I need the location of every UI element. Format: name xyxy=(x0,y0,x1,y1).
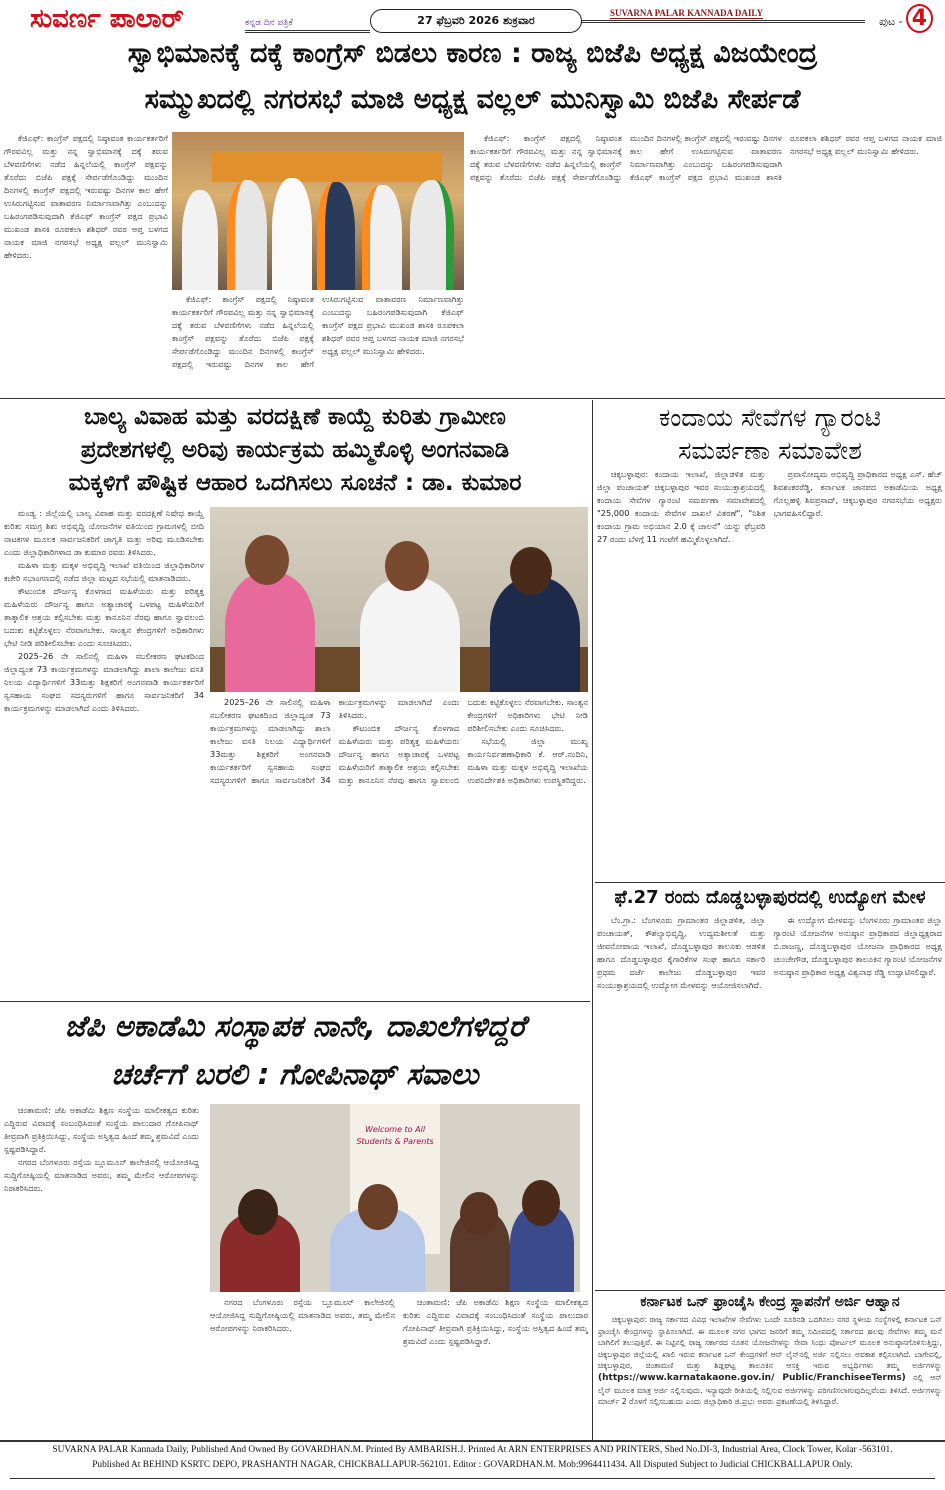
headline: ಬಾಲ್ಯ ವಿವಾಹ ಮತ್ತು ವರದಕ್ಷಿಣೆ ಕಾಯ್ದೆ ಕುರಿತು ಗ್ರಾಮೀಣ xyxy=(84,404,506,430)
page-label: ಪುಟ - xyxy=(879,15,903,28)
paragraph: ಚಿಂತಾಮಣಿ: ಜೆಪಿ ಅಕಾಡೆಮಿ ಶಿಕ್ಷಣ ಸಂಸ್ಥೆಯ ಮಾಲೀಕತ್ವದ ಕುರಿತು ಎದ್ದಿರುವ ವಿವಾದಕ್ಕೆ ಸಂಬಂಧಿಸಿದಂತೆ ಸಂಸ್ಥೆಯ ಪಾಲುದಾರ ಗೋಪಿನಾಥ್ ತೀವ್ರವಾಗಿ ಪ್ರತಿಕ್ರಿಯಿಸಿದ್ದು, ಸಂಸ್ಥೆಯ ಅಸ್ತಿತ್ವದ ಹಿಂದೆ ತಮ್ಮ ಶ್ರಮವಿದೆ ಎಂದು ಸ್ಪಷ್ಟಪಡಿಸಿದ್ದಾರೆ. xyxy=(403,1297,588,1346)
footer-rule xyxy=(10,1478,935,1479)
headline: ಸಮರ್ಪಣಾ ಸಮಾವೇಶ xyxy=(678,436,862,465)
paragraph: ಮಂಡ್ಯ : ಜಿಲ್ಲೆಯಲ್ಲಿ ಬಾಲ್ಯ ವಿವಾಹ ಮತ್ತು ವರದಕ್ಷಿಣೆ ನಿಷೇಧ ಕಾಯ್ದೆ ಕುರಿತು ಸಮಗ್ರ ಶಿಶು ಅಭಿವೃದ್ಧಿ ಯೋಜನೆಗಳ ವತಿಯಿಂದ ಗ್ರಾಮಗಳಲ್ಲಿ ಬೀದಿ ನಾಟಕಗಳ ಮೂಲಕ ಸಾರ್ವಜನಿಕರಿಗೆ ಜಾಗೃತಿ ಮತ್ತು ಅರಿವು ಮೂಡಿಸಬೇಕು ಎಂದು ಜಿಲ್ಲಾಧಿಕಾರಿಗಳಾದ ಡಾ ಕುಮಾರ ರವರು ತಿಳಿಸಿದರು. xyxy=(4,508,204,557)
headline: ಚರ್ಚೆಗೆ ಬರಲಿ : ಗೋಪಿನಾಥ್ ಸವಾಲು xyxy=(111,1057,479,1091)
bjp-induction-photo xyxy=(172,132,464,290)
headline: ಸ್ವಾಭಿಮಾನಕ್ಕೆ ದಕ್ಕೆ ಕಾಂಗ್ರೆಸ್ ಬಿಡಲು ಕಾರಣ : ರಾಜ್ಯ ಬಿಜೆಪಿ ಅಧ್ಯಕ್ಷ ವಿಜಯೇಂದ್ರ xyxy=(127,38,818,69)
article-body xyxy=(597,914,942,1286)
article-body xyxy=(4,1104,199,1438)
paragraph: ಕೆಜಿಎಫ್: ಕಾಂಗ್ರೆಸ್ ಪಕ್ಷದಲ್ಲಿ ನಿಷ್ಠಾವಂತ ಕಾರ್ಯಕರ್ತರಿಗೆ ಗೌರವವಿಲ್ಲ ಮತ್ತು ನನ್ನ ಸ್ವಾಭಿಮಾನಕ್ಕೆ ದಕ್ಕೆ ತರುವ ಬೆಳವಣಿಗೆಗಳು ನಡೆದ ಹಿನ್ನಲೆಯಲ್ಲಿ ಕಾಂಗ್ರೆಸ್ ಪಕ್ಷವನ್ನು ತೊರೆದು ಬಿಜೆಪಿ ಪಕ್ಷಕ್ಕೆ ಸೇರ್ಪಡೆಗೊಂಡಿದ್ದು ಮುಂದಿನ ದಿನಗಳಲ್ಲಿ ಕಾಂಗ್ರೆಸ್ ಪಕ್ಷದಲ್ಲಿ ಇರುವಷ್ಟು ದಿನಗಳ ಕಾಲ ಹೇಗೆ ಉಸಿರುಗಟ್ಟಿಸುವ ವಾತಾವರಣ ನಿರ್ಮಾಣವಾಗಿತ್ತು ಎಂಬುದನ್ನು ಬಹಿರಂಗಪಡಿಸುವುದಾಗಿ ಕೆಜಿಎಫ್ ಕಾಂಗ್ರೆಸ್ ಪಕ್ಷದ ಪ್ರಭಾವಿ ಮುಖಂಡ ಶಾಸಕಿ ರೂಪಕಲಾ ಶಶಿಧರ್ ರವರ ಆಪ್ತ ಬಳಗದ ನಾಯಕ ಮಾಜಿ ನಗರಸಭೆ ಅಧ್ಯಕ್ಷ ವಲ್ಲಲ್ ಮುನಿಸ್ವಾಮಿ ಹೇಳಿದರು. xyxy=(470,133,942,182)
article-body xyxy=(4,507,204,997)
paragraph: ಚಿಂತಾಮಣಿ: ಜೆಪಿ ಅಕಾಡೆಮಿ ಶಿಕ್ಷಣ ಸಂಸ್ಥೆಯ ಮಾಲೀಕತ್ವದ ಕುರಿತು ಎದ್ದಿರುವ ವಿವಾದಕ್ಕೆ ಸಂಬಂಧಿಸಿದಂತೆ ಸಂಸ್ಥೆಯ ಪಾಲುದಾರ ಗೋಪಿನಾಥ್ ತೀವ್ರವಾಗಿ ಪ್ರತಿಕ್ರಿಯಿಸಿದ್ದು, ಸಂಸ್ಥೆಯ ಅಸ್ತಿತ್ವದ ಹಿಂದೆ ತಮ್ಮ ಶ್ರಮವಿದೆ ಎಂದು ಸ್ಪಷ್ಟಪಡಿಸಿದ್ದಾರೆ. xyxy=(4,1105,199,1154)
paragraph: ಸಭೆಯಲ್ಲಿ ಜಿಲ್ಲಾ ಮುಖ್ಯ ಕಾರ್ಯನಿರ್ವಹಣಾಧಿಕಾರಿ ಕೆ. ಆರ್.ನಂದಿನಿ, ಮಹಿಳಾ ಮತ್ತು ಮಕ್ಕಳ ಅಭಿವೃದ್ಧಿ ಇಲಾಖೆಯ ಉಪನಿರ್ದೇಶಕಿ ಅಧಿಕಾರಿಗಳು ಉಪಸ್ಥಿತರಿದ್ದರು. xyxy=(467,736,588,785)
paragraph: ಮಹಿಳಾ ಮತ್ತು ಮಕ್ಕಳ ಅಭಿವೃದ್ಧಿ ಇಲಾಖೆ ವತಿಯಿಂದ ಜಿಲ್ಲಾಧಿಕಾರಿಗಳ ಕಚೇರಿ ಸಭಾಂಗಣದಲ್ಲಿ ನಡೆದ ಜಿಲ್ಲಾ ಮಟ್ಟದ ಸಭೆಯಲ್ಲಿ ಮಾತನಾಡಿದರು. xyxy=(4,560,204,583)
paragraph: ನಲ್ಲಿ ಆನ್ ಲೈನ್ ಮೂಲಕ ಮಾತ್ರ ಅರ್ಜಿ ಸಲ್ಲಿಸುವುದು. ಇನ್ಯಾವುದೇ ರೀತಿಯಲ್ಲಿ ಸಲ್ಲಿಸುವ ಅರ್ಜಿಗಳನ್ನು ಪರಿಗಣಿಸಲಾಗುವುದಿಲ್ಲವೆಂದು ತಿಳಿಸಿದೆ. ಅರ್ಜಿಗಳನ್ನು ಮಾರ್ಚ್ 2 ರೊಳಗೆ ಸಲ್ಲಿಸಬಹುದು ಎಂದು ಜಿಲ್ಲಾಧಿಕಾರಿ ಜಿ.ಪ್ರಭು ಅವರು ಪ್ರಕಟಣೆಯಲ್ಲಿ ತಿಳಿಸಿದ್ದಾರೆ. xyxy=(598,1372,942,1407)
article-body xyxy=(172,293,464,393)
article-body xyxy=(4,132,168,394)
headline: ಸಮ್ಮುಖದಲ್ಲಿ ನಗರಸಭೆ ಮಾಜಿ ಅಧ್ಯಕ್ಷ ವಲ್ಲಲ್ ಮುನಿಸ್ವಾಮಿ ಬಿಜೆಪಿ ಸೇರ್ಪಡೆ xyxy=(144,84,801,115)
headline: ಫೆ.27 ರಂದು ದೊಡ್ಡಬಳ್ಳಾಪುರದಲ್ಲಿ ಉದ್ಯೋಗ ಮೇಳ xyxy=(614,887,926,908)
article-body xyxy=(470,132,942,394)
masthead-rule xyxy=(580,20,865,23)
divider xyxy=(595,882,945,883)
paragraph: 2025–26 ನೇ ಸಾಲಿನಲ್ಲಿ ಮಹಿಳಾ ಸಬಲೀಕರಣ ಘಟಕದಿಂದ ಜಿಲ್ಲಾದ್ಯಂತ 73 ಕಾರ್ಯಕ್ರಮಗಳನ್ನು ಮಾಡಲಾಗಿದ್ದು ಶಾಲಾ ಕಾಲೇಜು ವಸತಿ ನಿಲಯ ವಿದ್ಯಾರ್ಥಿಗಳಿಗೆ 33ಮತ್ತು ಶಿಕ್ಷಕರಿಗೆ ಅಂಗನವಾಡಿ ಕಾರ್ಯಕರ್ತರಿಗೆ ಸ್ವಸಹಾಯ ಸಂಘದ ಸದಸ್ಯರುಗಳಿಗೆ ಹಾಗೂ ಸಾರ್ವಜನಿಕರಿಗೆ 34 ಕಾರ್ಯಕ್ರಮಗಳನ್ನು ಮಾಡಲಾಗಿದೆ ಎಂದು ತಿಳಿಸಿದರು. xyxy=(210,697,460,785)
footer-rule xyxy=(0,1440,945,1442)
tagline: ಕನ್ನಡ ದಿನ ಪತ್ರಿಕೆ xyxy=(245,18,293,28)
issue-date: 27 ಫೆಬ್ರವರಿ 2026 ಶುಕ್ರವಾರ xyxy=(370,9,582,33)
paragraph: ಕೆಜಿಎಫ್: ಕಾಂಗ್ರೆಸ್ ಪಕ್ಷದಲ್ಲಿ ನಿಷ್ಠಾವಂತ ಕಾರ್ಯಕರ್ತರಿಗೆ ಗೌರವವಿಲ್ಲ ಮತ್ತು ನನ್ನ ಸ್ವಾಭಿಮಾನಕ್ಕೆ ದಕ್ಕೆ ತರುವ ಬೆಳವಣಿಗೆಗಳು ನಡೆದ ಹಿನ್ನಲೆಯಲ್ಲಿ ಕಾಂಗ್ರೆಸ್ ಪಕ್ಷವನ್ನು ತೊರೆದು ಬಿಜೆಪಿ ಪಕ್ಷಕ್ಕೆ ಸೇರ್ಪಡೆಗೊಂಡಿದ್ದು ಮುಂದಿನ ದಿನಗಳಲ್ಲಿ ಕಾಂಗ್ರೆಸ್ ಪಕ್ಷದಲ್ಲಿ ಇರುವಷ್ಟು ದಿನಗಳ ಕಾಲ ಹೇಗೆ ಉಸಿರುಗಟ್ಟಿಸುವ ವಾತಾವರಣ ನಿರ್ಮಾಣವಾಗಿತ್ತು ಎಂಬುದನ್ನು ಬಹಿರಂಗಪಡಿಸುವುದಾಗಿ ಕೆಜಿಎಫ್ ಕಾಂಗ್ರೆಸ್ ಪಕ್ಷದ ಪ್ರಭಾವಿ ಮುಖಂಡ ಶಾಸಕಿ ರೂಪಕಲಾ ಶಶಿಧರ್ ರವರ ಆಪ್ತ ಬಳಗದ ನಾಯಕ ಮಾಜಿ ನಗರಸಭೆ ಅಧ್ಯಕ್ಷ ವಲ್ಲಲ್ ಮುನಿಸ್ವಾಮಿ ಹೇಳಿದರು. xyxy=(4,133,168,260)
english-title: SUVARNA PALAR KANNADA DAILY xyxy=(610,8,764,18)
paragraph: ಚಿಕ್ಕಬಳ್ಳಾಪುರ: ಕಂದಾಯ ಇಲಾಖೆ, ಜಿಲ್ಲಾಡಳಿತ ಮತ್ತು ಜಿಲ್ಲಾ ಪಂಚಾಯತ್ ಚಿಕ್ಕಬಳ್ಳಾಪುರ ಇವರ ಸಂಯುಕ್ತಾಶ್ರಯದಲ್ಲಿ ಕಂದಾಯ ಸೇವೆಗಳ ಗ್ಯಾರಂಟಿ ಸಮರ್ಪಣಾ ಸಮಾವೇಶದಲ್ಲಿ "25,000 ಕಂದಾಯ ಸೇವೆಗಳ ದಾಖಲೆ ವಿತರಣೆ", "ನಿಶಿತ ಕಂದಾಯ ಗ್ರಾಮ ಅಭಿಯಾನ 2.0 ಕ್ಕೆ ಚಾಲನೆ" ಯನ್ನು ಫೆಬ್ರವರಿ 27 ರಂದು ಬೆಳಗ್ಗೆ 11 ಗಂಟೆಗೆ ಹಮ್ಮಿಕೊಳ್ಳಲಾಗಿದೆ. xyxy=(597,469,766,544)
article-body xyxy=(597,468,942,878)
paragraph: ಈ ಉದ್ಯೋಗ ಮೇಳವನ್ನು ಬೆಂಗಳೂರು ಗ್ರಾಮಾಂತರ ಜಿಲ್ಲಾ ಗ್ಯಾರಂಟಿ ಯೋಜನೆಗಳ ಅನುಷ್ಠಾನ ಪ್ರಾಧಿಕಾರದ ಜಿಲ್ಲಾಧ್ಯಕ್ಷರಾದ ಬಿ.ರಾಜಣ್ಣ, ದೊಡ್ಡಬಳ್ಳಾಪುರ ಯೋಜನಾ ಪ್ರಾಧಿಕಾರದ ಅಧ್ಯಕ್ಷ ಚುಂಚೇಗೌಡ, ದೊಡ್ಡಬಳ್ಳಾಪುರ ತಾಲೂಕಿನ ಗ್ಯಾರಂಟಿ ಯೋಜನೆಗಳ ಅನುಷ್ಠಾನ ಪ್ರಾಧಿಕಾರ ಅಧ್ಯಕ್ಷ ವಿಶ್ವನಾಥ ರೆಡ್ಡಿ ಉದ್ಘಾಟಿಸಲಿದ್ದಾರೆ. xyxy=(773,915,942,977)
headline: ಕಂದಾಯ ಸೇವೆಗಳ ಗ್ಯಾರಂಟಿ xyxy=(658,403,882,432)
paragraph: ಕೆಜಿಎಫ್: ಕಾಂಗ್ರೆಸ್ ಪಕ್ಷದಲ್ಲಿ ನಿಷ್ಠಾವಂತ ಕಾರ್ಯಕರ್ತರಿಗೆ ಗೌರವವಿಲ್ಲ ಮತ್ತು ನನ್ನ ಸ್ವಾಭಿಮಾನಕ್ಕೆ ದಕ್ಕೆ ತರುವ ಬೆಳವಣಿಗೆಗಳು ನಡೆದ ಹಿನ್ನಲೆಯಲ್ಲಿ ಕಾಂಗ್ರೆಸ್ ಪಕ್ಷವನ್ನು ತೊರೆದು ಬಿಜೆಪಿ ಪಕ್ಷಕ್ಕೆ ಸೇರ್ಪಡೆಗೊಂಡಿದ್ದು ಮುಂದಿನ ದಿನಗಳಲ್ಲಿ ಕಾಂಗ್ರೆಸ್ ಪಕ್ಷದಲ್ಲಿ ಇರುವಷ್ಟು ದಿನಗಳ ಕಾಲ ಹೇಗೆ ಉಸಿರುಗಟ್ಟಿಸುವ ವಾತಾವರಣ ನಿರ್ಮಾಣವಾಗಿತ್ತು ಎಂಬುದನ್ನು ಬಹಿರಂಗಪಡಿಸುವುದಾಗಿ ಕೆಜಿಎಫ್ ಕಾಂಗ್ರೆಸ್ ಪಕ್ಷದ ಪ್ರಭಾವಿ ಮುಖಂಡ ಶಾಸಕಿ ರೂಪಕಲಾ ಶಶಿಧರ್ ರವರ ಆಪ್ತ ಬಳಗದ ನಾಯಕ ಮಾಜಿ ನಗರಸಭೆ ಅಧ್ಯಕ್ಷ ವಲ್ಲಲ್ ಮುನಿಸ್ವಾಮಿ ಹೇಳಿದರು. xyxy=(172,294,464,369)
headline: ಜೆಪಿ ಅಕಾಡೆಮಿ ಸಂಸ್ಥಾಪಕ ನಾನೇ, ದಾಖಲೆಗಳಿದ್ದರೆ xyxy=(64,1009,526,1043)
page-number xyxy=(879,6,933,31)
page-number-value: 4 xyxy=(906,4,933,33)
paragraph: ಕೌಟುಂಬಿಕ ದೌರ್ಜನ್ಯ ಕೊಳಗಾದ ಮಹಿಳೆಯರು ಮತ್ತು ಪರಿತ್ಯಕ್ತ ಮಹಿಳೆಯರು ದೌರ್ಜನ್ಯ ಹಾಗೂ ಅತ್ಯಾಚಾರಕ್ಕೆ ಒಳಪಟ್ಟ ಮಹಿಳೆಯರಿಗೆ ತಾತ್ಕಾಲಿಕ ಆಶ್ರಯ ಕಲ್ಪಿಸಬೇಕು ಮತ್ತು ಕಾನೂನಿನ ನೆರವು ಹಾಗೂ ಸ್ವಾವಲಂಬಿ ಬದುಕು ಕಟ್ಟಿಕೊಳ್ಳಲು ನೆರವಾಗಬೇಕು. ಸಾಂತ್ವನ ಕೇಂದ್ರಗಳಿಗೆ ಅಧಿಕಾರಿಗಳು ಭೇಟಿ ನೀಡಿ ಪರಿಶೀಲಿಸಬೇಕು ಎಂದು ಸೂಚಿಸಿದರು. xyxy=(338,697,588,785)
headline: ಮಕ್ಕಳಿಗೆ ಪೌಷ್ಟಿಕ ಆಹಾರ ಒದಗಿಸಲು ಸೂಚನೆ : ಡಾ. ಕುಮಾರ xyxy=(68,470,522,496)
headline: ಕರ್ನಾಟಕ ಒನ್ ಫ್ರಾಂಚೈಸಿ ಕೇಂದ್ರ ಸ್ಥಾಪನೆಗೆ ಅರ್ಜಿ ಆಹ್ವಾನ xyxy=(640,1294,900,1310)
imprint-line: Published At BEHIND KSRTC DEPO, PRASHANTH NAGAR, CHICKBALLAPUR-562101. Editor : GOVARDHAN.M. Mob:9964411434. All Disputed Subject to Judicial CHICKBALLAPUR Only. xyxy=(92,1460,853,1470)
article-body xyxy=(598,1314,942,1438)
paragraph: ಬೆಂ.ಗ್ರಾ.: ಬೆಂಗಳೂರು ಗ್ರಾಮಾಂತರ ಜಿಲ್ಲಾಡಳಿತ, ಜಿಲ್ಲಾ ಪಂಚಾಯತ್, ಕೌಶಲ್ಯಾಭಿವೃದ್ಧಿ, ಉದ್ಯಮಶೀಲತೆ ಮತ್ತು ಜೀವನೋಪಾಯ ಇಲಾಖೆ, ದೊಡ್ಡಬಳ್ಳಾಪುರ ತಾಲೂಕು ಆಡಳಿತ ಹಾಗೂ ದೊಡ್ಡಬಳ್ಳಾಪುರ ಕೈಗಾರಿಕೆಗಳ ಸಂಘ ಹಾಗೂ ಸರ್ಕಾರಿ ಪ್ರಥಮ ದರ್ಜೆ ಕಾಲೇಜು ದೊಡ್ಡಬಳ್ಳಾಪುರ ಇವರ ಸಂಯುಕ್ತಾಶ್ರಯದಲ್ಲಿ ಉದ್ಯೋಗ ಮೇಳವನ್ನು ಆಯೋಜಿಸಲಾಗಿದೆ. xyxy=(597,915,766,990)
divider xyxy=(0,398,945,399)
paragraph: ಚಿಕ್ಕಬಳ್ಳಾಪುರ: ರಾಜ್ಯ ಸರ್ಕಾರದ ವಿವಿಧ ಇಲಾಖೆಗಳ ಸೇವೆಗಳು ಒಂದೇ ಸೂರಿನಡಿ ಒದಗಿಸಲು ನಗರ ಸ್ಥಳೀಯ ಸಂಸ್ಥೆಗಳಲ್ಲಿ ಕರ್ನಾಟಕ ಒನ್ ಫ್ರಾಂಚೈಸಿ ಕೇಂದ್ರಗಳನ್ನು ಸ್ಥಾಪಿಸಲಾಗಿದೆ. ಈ ಮೂಲಕ ನಗರ ಭಾಗದ ಜನರಿಗೆ ತಮ್ಮ ಸಮೀಪದಲ್ಲಿ ಸರ್ಕಾರದ ಹಲವು ಸೇವೆಗಳು ತಮ್ಮ ಮನೆ ಬಾಗಿಲಿಗೆ ತಲುಪುತ್ತಿವೆ. ಈ ನಿಟ್ಟಿನಲ್ಲಿ ರಾಜ್ಯ ಸರ್ಕಾರದ ನೂತನ ಯೋಜನೆಗಳನ್ನು ಸೇವಾ ಸಿಂಧು ಪೋರ್ಟಲ್ ಮೂಲಕ ಅನುಷ್ಠಾನಗೊಳಿಸುತ್ತಿದ್ದು, ಚಿಕ್ಕಬಳ್ಳಾಪುರ ಜಿಲ್ಲೆಯಲ್ಲಿ ಖಾಲಿ ಇರುವ ಕರ್ನಾಟಕ ಒನ್ ಕೇಂದ್ರಗಳಿಗೆ ಆನ್ ಲೈನ್‌ನಲ್ಲಿ ಅರ್ಜಿ ಸಲ್ಲಿಸಲು ಅವಕಾಶ ಕಲ್ಪಿಸಲಾಗಿದೆ. ಬಾಗೇಪಲ್ಲಿ, ಚಿಕ್ಕಬಳ್ಳಾಪುರ, ಚಿಂತಾಮಣಿ ಮತ್ತು ಶಿಡ್ಲಘಟ್ಟ ತಾಲೂಕಿನ ಆಸಕ್ತಿ ಇರುವ ಅಭ್ಯರ್ಥಿಗಳು ತಮ್ಮ ಅರ್ಜಿಗಳನ್ನು xyxy=(598,1315,942,1371)
masthead-rule xyxy=(245,30,370,33)
paragraph: ನಗರದ ಬೆಂಗಳೂರು ರಸ್ತೆಯ ಬ್ಲೂಮೂನ್ ಕಾಲೇಜಿನಲ್ಲಿ ಆಯೋಜಿಸಿದ್ದ ಸುದ್ದಿಗೋಷ್ಠಿಯಲ್ಲಿ ಮಾತನಾಡಿದ ಅವರು, ತಮ್ಮ ಮೇಲಿನ ಆರೋಪಗಳನ್ನು ನಿರಾಕರಿಸಿದರು. xyxy=(4,1157,199,1193)
article-body xyxy=(210,1296,588,1438)
banner xyxy=(212,152,442,182)
imprint-line: SUVARNA PALAR Kannada Daily, Published And Owned By GOVARDHAN.M. Printed By AMBARISH.J. Printed At ARN ENTERPRISES AND PRINTERS, Shed No.DI-3, Industrial Area, Clock Tower, Kolar -563101. xyxy=(52,1445,893,1455)
meeting-photo xyxy=(210,507,588,692)
column-divider xyxy=(592,400,593,1440)
website-link[interactable]: (https://www.karnatakaone.gov.in/ Public/FranchiseeTerms) xyxy=(598,1372,906,1383)
article-body xyxy=(210,696,588,996)
imprint xyxy=(0,1443,945,1473)
divider xyxy=(595,1290,945,1291)
press-meet-photo xyxy=(210,1104,580,1292)
paragraph: 2025–26 ನೇ ಸಾಲಿನಲ್ಲಿ ಮಹಿಳಾ ಸಬಲೀಕರಣ ಘಟಕದಿಂದ ಜಿಲ್ಲಾದ್ಯಂತ 73 ಕಾರ್ಯಕ್ರಮಗಳನ್ನು ಮಾಡಲಾಗಿದ್ದು ಶಾಲಾ ಕಾಲೇಜು ವಸತಿ ನಿಲಯ ವಿದ್ಯಾರ್ಥಿಗಳಿಗೆ 33ಮತ್ತು ಶಿಕ್ಷಕರಿಗೆ ಅಂಗನವಾಡಿ ಕಾರ್ಯಕರ್ತರಿಗೆ ಸ್ವಸಹಾಯ ಸಂಘದ ಸದಸ್ಯರುಗಳಿಗೆ ಹಾಗೂ ಸಾರ್ವಜನಿಕರಿಗೆ 34 ಕಾರ್ಯಕ್ರಮಗಳನ್ನು ಮಾಡಲಾಗಿದೆ ಎಂದು ತಿಳಿಸಿದರು. xyxy=(4,651,204,713)
paragraph: ಪ್ರವಾಸೋದ್ಯಮ ಅಭಿವೃದ್ಧಿ ಪ್ರಾಧಿಕಾರದ ಅಧ್ಯಕ್ಷ ಎಸ್. ಹೆಚ್ ಶಿವಶಂಕರರೆಡ್ಡಿ, ಕರ್ನಾಟಕ ಜಾನಪದ ಅಕಾಡೆಮಿಯ ಅಧ್ಯಕ್ಷ ಗೊಲ್ಲಹಳ್ಳಿ ಶಿವಪ್ರಸಾದ್, ಚಿಕ್ಕಬಳ್ಳಾಪುರ ನಗರಸಭೆಯ ಅಧ್ಯಕ್ಷರು ಭಾಗವಹಿಸಲಿದ್ದಾರೆ. xyxy=(773,469,942,518)
headline: ಪ್ರದೇಶಗಳಲ್ಲಿ ಅರಿವು ಕಾರ್ಯಕ್ರಮ ಹಮ್ಮಿಕೊಳ್ಳಿ ಅಂಗನವಾಡಿ xyxy=(80,437,510,463)
paragraph: ಕೌಟುಂಬಿಕ ದೌರ್ಜನ್ಯ ಕೊಳಗಾದ ಮಹಿಳೆಯರು ಮತ್ತು ಪರಿತ್ಯಕ್ತ ಮಹಿಳೆಯರು ದೌರ್ಜನ್ಯ ಹಾಗೂ ಅತ್ಯಾಚಾರಕ್ಕೆ ಒಳಪಟ್ಟ ಮಹಿಳೆಯರಿಗೆ ತಾತ್ಕಾಲಿಕ ಆಶ್ರಯ ಕಲ್ಪಿಸಬೇಕು ಮತ್ತು ಕಾನೂನಿನ ನೆರವು ಹಾಗೂ ಸ್ವಾವಲಂಬಿ ಬದುಕು ಕಟ್ಟಿಕೊಳ್ಳಲು ನೆರವಾಗಬೇಕು. ಸಾಂತ್ವನ ಕೇಂದ್ರಗಳಿಗೆ ಅಧಿಕಾರಿಗಳು ಭೇಟಿ ನೀಡಿ ಪರಿಶೀಲಿಸಬೇಕು ಎಂದು ಸೂಚಿಸಿದರು. xyxy=(4,586,204,648)
welcome-banner: Welcome to All Students & Parents xyxy=(350,1104,440,1254)
newspaper-logo: ಸುವರ್ಣ ಪಾಲಾರ್ xyxy=(30,4,184,34)
paragraph: ನಗರದ ಬೆಂಗಳೂರು ರಸ್ತೆಯ ಬ್ಲೂಮೂನ್ ಕಾಲೇಜಿನಲ್ಲಿ ಆಯೋಜಿಸಿದ್ದ ಸುದ್ದಿಗೋಷ್ಠಿಯಲ್ಲಿ ಮಾತನಾಡಿದ ಅವರು, ತಮ್ಮ ಮೇಲಿನ ಆರೋಪಗಳನ್ನು ನಿರಾಕರಿಸಿದರು. xyxy=(210,1297,395,1333)
divider xyxy=(0,1001,590,1002)
